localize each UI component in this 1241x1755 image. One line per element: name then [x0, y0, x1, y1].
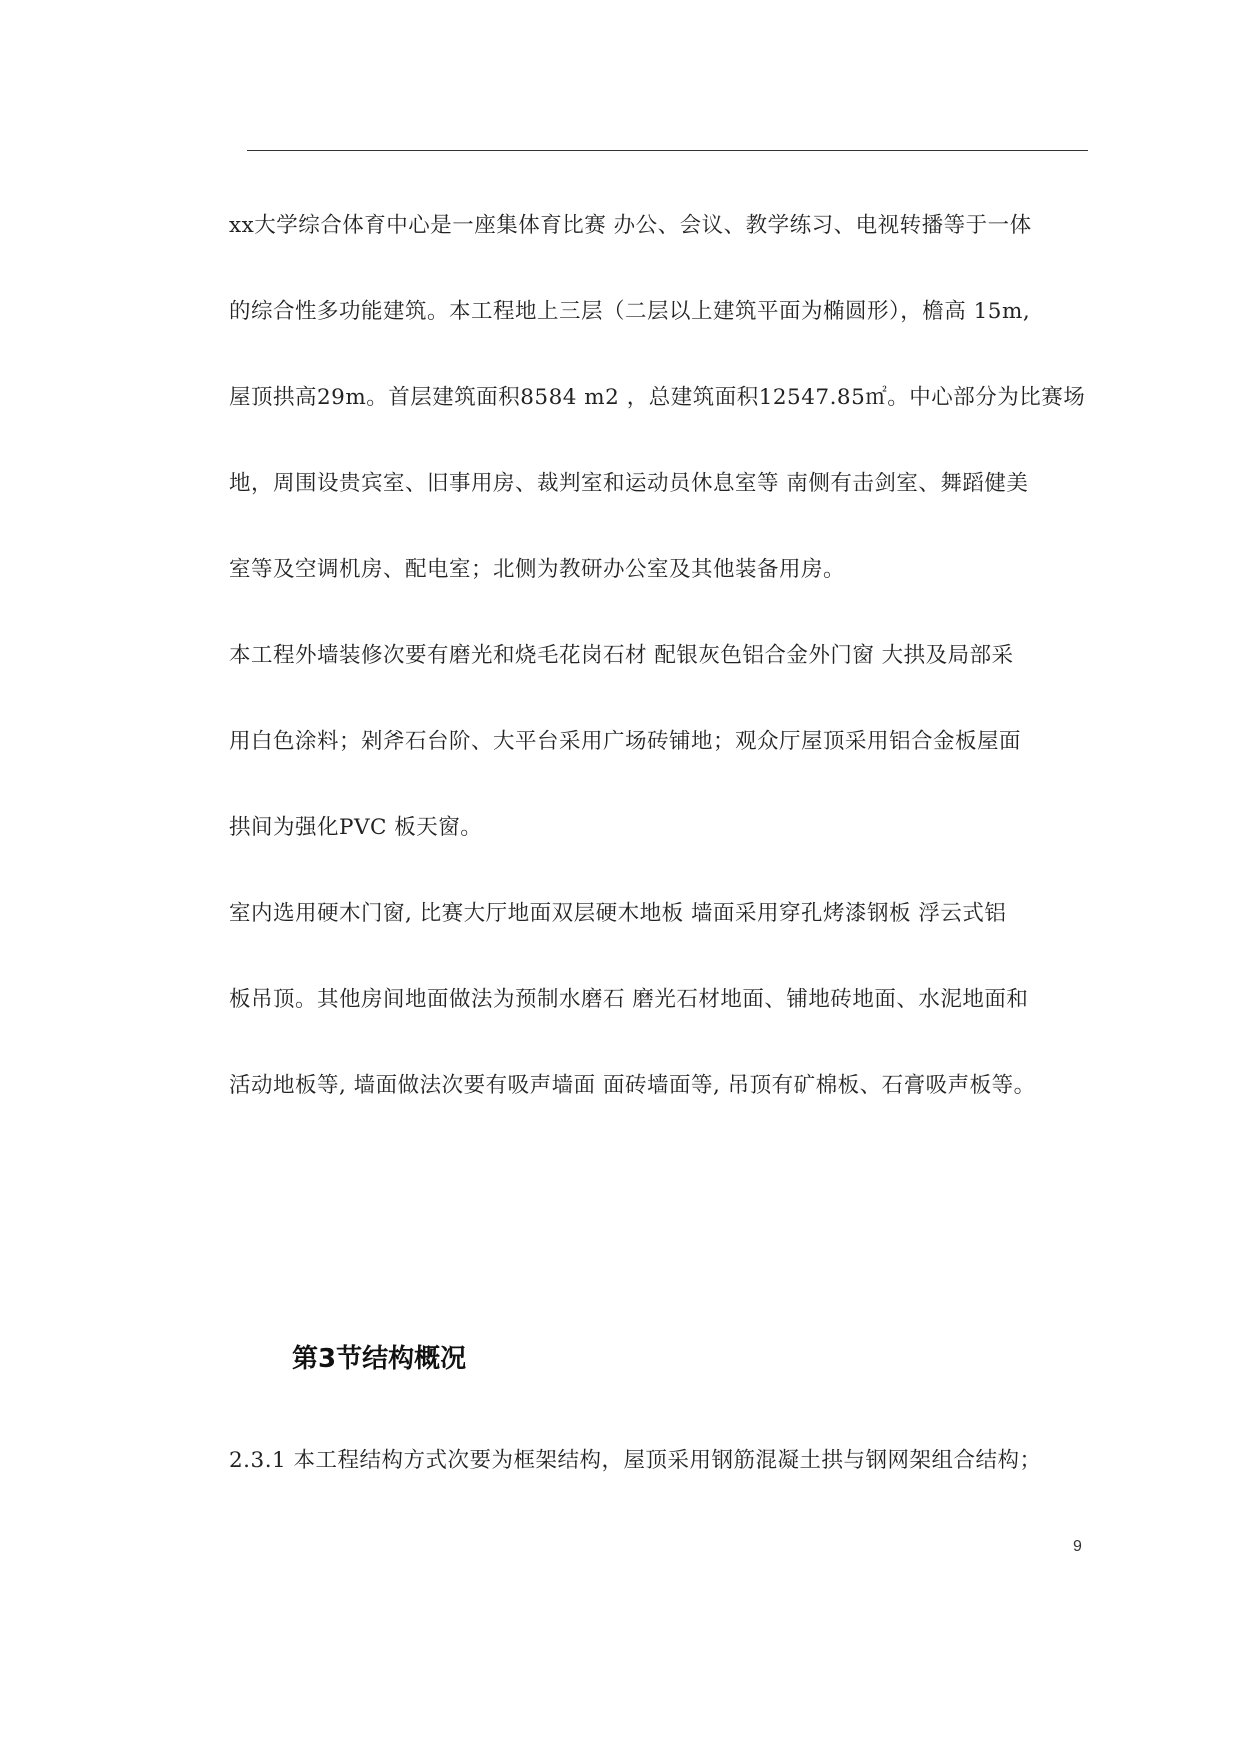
paragraph-2-line-1: 本工程外墙装修次要有磨光和烧毛花岗石材 配银灰色铝合金外门窗 大拱及局部采	[229, 643, 1014, 668]
paragraph-1-line-2: 的综合性多功能建筑。本工程地上三层（二层以上建筑平面为椭圆形），檐高 15m,	[229, 299, 1031, 324]
paragraph-1-line-4: 地，周围设贵宾室、旧事用房、裁判室和运动员休息室等 南侧有击剑室、舞蹈健美	[229, 471, 1029, 496]
paragraph-3-line-2: 板吊顶。其他房间地面做法为预制水磨石 磨光石材地面、铺地砖地面、水泥地面和	[229, 987, 1029, 1012]
paragraph-1-line-1: xx大学综合体育中心是一座集体育比赛 办公、会议、教学练习、电视转播等于一体	[229, 213, 1032, 238]
paragraph-1-line-3: 屋顶拱高29m。首层建筑面积8584 m2 ，总建筑面积12547.85㎡。中心部分为比赛场	[229, 385, 1086, 410]
paragraph-2-line-3: 拱间为强化PVC 板天窗。	[229, 815, 483, 840]
section-body-line-1: 2.3.1 本工程结构方式次要为框架结构，屋顶采用钢筋混凝土拱与钢网架组合结构；	[229, 1448, 1042, 1473]
paragraph-3-line-1: 室内选用硬木门窗, 比赛大厅地面双层硬木地板 墙面采用穿孔烤漆钢板 浮云式铝	[229, 901, 1007, 926]
paragraph-1-line-5: 室等及空调机房、配电室；北侧为教研办公室及其他装备用房。	[229, 557, 846, 582]
page-number: 9	[1073, 1538, 1082, 1555]
paragraph-2-line-2: 用白色涂料；剁斧石台阶、大平台采用广场砖铺地；观众厅屋顶采用铝合金板屋面	[229, 729, 1022, 754]
paragraph-3-line-3: 活动地板等, 墙面做法次要有吸声墙面 面砖墙面等, 吊顶有矿棉板、石膏吸声板等。	[229, 1073, 1036, 1098]
section-heading: 第3节结构概况	[292, 1344, 467, 1374]
header-rule	[247, 150, 1088, 151]
